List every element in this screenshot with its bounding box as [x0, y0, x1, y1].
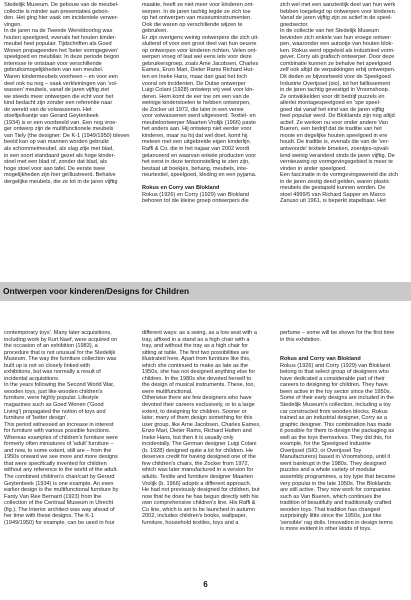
text-line: de wereld van de volwassenen. Het: [4, 106, 92, 113]
text-line: This period witnessed an increase in interest: [4, 421, 114, 428]
text-line: gebruikersgroep, zoals Ame Jacobsen, Charles: [142, 60, 259, 67]
text-line: tray, and without the tray as a high chair for: [142, 343, 248, 350]
text-line: Co line, which is set to be launched in autumn: [142, 506, 255, 513]
text-line: speelgoed en meubilair. In deze periode begon: [4, 54, 120, 61]
text-line: contemporary toys'. Many later acquisitions,: [4, 330, 112, 336]
text-line: deserves credit for having designed one of the: [142, 454, 256, 461]
text-line: graphic designer. This combination has made: [280, 421, 392, 428]
text-line: kind bedacht zijn zonder een referentie naar: [4, 100, 113, 107]
text-line: puzzles and a whole variety of modular: [280, 467, 376, 474]
text-line: vooral om incidenten. De Dutse ontwerper: [142, 80, 246, 87]
text-line: Some of their early designs are included in the: [280, 395, 395, 402]
text-line: Industrie Overijssel (sio), tot het faillissement: [280, 80, 391, 87]
text-line: van Tiely (the designer: De K-1 (1949/1950) bleven: [4, 132, 130, 139]
text-line: beeld kan op van mannen worden gebruikt: [4, 139, 109, 146]
text-line: op het ontwerpen van museuminstrumenten.: [142, 15, 252, 22]
text-line: meteen met een uitgebreide eigen kinderlijn.: [142, 139, 252, 146]
text-line: 1950s, she has not designed anything else for: [142, 369, 256, 376]
text-line: own comprehensive children's line. His Raffi &: [142, 500, 256, 507]
text-line: (b. 1928) designed quite a lot for children. He: [142, 447, 254, 454]
text-line: Stedelijk Museum. De gebouw van de meubel-: [4, 2, 119, 8]
section-title: Ontwerpen voor kinderen/Designs for Children: [3, 286, 190, 296]
text-line: dergelijke meubels, die ze tot in de jaren vijftig: [4, 178, 118, 185]
text-line: Er zijn overigens weinig ontwerpers die zich uit-: [142, 34, 259, 41]
text-line: are still active. They now work for companies: [280, 487, 391, 494]
text-line: devoted their careers exclusively, or to a large: [142, 402, 255, 409]
text-line: meubelontwerper Maarten Vrolijk (1966) paste: [142, 119, 256, 126]
text-line: Enzo Mari, Dieter Rams, Richard Hutten and: [142, 428, 252, 435]
text-line: extent, to designing for children. Sooner or: [142, 408, 247, 415]
text-line: for furniture with various possible functions.: [4, 428, 111, 435]
text-line: procedure that is not unusual for the Stedelijk: [4, 349, 116, 356]
text-line: later, many of them design something for this: [142, 415, 253, 422]
text-line: Dit deden ze bijvoorbeeld voor de Speelgoed: [280, 74, 391, 81]
text-line: houdt. De traditie is, evenals die van de 'ver-: [280, 139, 390, 146]
text-line: in this exhibition.: [280, 336, 322, 343]
text-line: (1949/1950) for example, can be used in four: [4, 519, 115, 526]
text-line: mogelijkheden zijn hier geïllustreerd. Behalve: [4, 172, 116, 179]
text-line: which she continued to make as late as the: [142, 362, 249, 369]
text-line: been active in the toy sector since the 1950s.: [280, 388, 392, 395]
text-line: ten en Ineke Hans, maar dan gaat het toch: [142, 74, 248, 81]
text-line: lend weinig veranderd sinds de jaren vijftig. De: [280, 152, 395, 159]
dutch-column-3: [280, 2, 398, 205]
text-line: hebben toegelegd op ontwerpen voor kinderen.: [280, 8, 397, 15]
text-line: different ways: as a swing, as a low seat with a: [142, 330, 257, 336]
text-line: it possible for them to design the packaging as: [280, 428, 395, 435]
text-line: adults. Textile and furniture designer Maarten: [142, 474, 253, 481]
text-line: ger ontwerp zijn de multifunctionele meubels: [4, 126, 114, 133]
text-line: gebruiksmogelijkheden van een meubel.: [4, 67, 104, 74]
text-line: Luigi Colani (1928) ontwierp vrij veel voor kin-: [142, 87, 255, 94]
text-line: Fanty Van Ree Bernard (1923) from the: [4, 493, 102, 500]
text-line: incidentally. The German designer Luigi Colani: [142, 441, 257, 448]
text-line: magazines such as Goed Wonen ('Good: [4, 402, 104, 409]
text-line: bevinden zich enkele van hun vroege ontwer-: [280, 34, 392, 41]
subheading-english: Rokus and Corry van Blokland: [280, 356, 361, 363]
text-line: Raffi & Co. die in het najaar van 2002 wordt: [142, 146, 250, 153]
text-line: 'sensible' rag dolls. Innovation in design terms: [280, 519, 393, 526]
text-line: heel populair werd. De Bloklands zijn nog altijd: [280, 113, 395, 120]
text-line: pen, waaronder een autootje van houten blok-: [280, 41, 394, 48]
text-line: vingen.: [4, 21, 22, 28]
text-line: zelf ook altijd de verpakkingen erbij ontwerpen.: [280, 67, 396, 74]
text-line: have dedicated a considerable part of their: [280, 375, 385, 382]
text-line: deren. Hem komt de eer toe om een van de: [142, 93, 250, 100]
text-line: meubels die gestapeld kunnen worden. De: [280, 185, 386, 192]
text-line: which was later manufactured in a version for: [142, 467, 254, 474]
english-column-3: [280, 330, 395, 533]
text-line: tray, affixed in a stand as a high chair with a: [142, 336, 250, 343]
text-line: het eerst in deze tentoonstelling te zien zijn,: [142, 159, 250, 166]
text-line: sluitend of voor een groot deel van hun oeuvre: [142, 41, 257, 48]
text-line: op ontwerpen voor kinderen richten. Velen ont-: [142, 47, 258, 54]
text-line: combinatie kunnen ze behalve het speelgoed: [280, 60, 392, 67]
text-line: tradition of beautifully and traditionally crafted: [280, 500, 392, 507]
text-line: incidental acquisitions.: [4, 375, 60, 382]
text-line: her time with these designs. The K-1: [4, 513, 94, 520]
text-line: Whereas examples of children's furniture were: [4, 434, 118, 441]
text-line: stoel met een blad of, zonder dat blad, als: [4, 159, 107, 166]
text-line: including work by Kurt Naef, were acquired on: [4, 336, 118, 343]
text-line: In the years following the Second World War,: [4, 382, 115, 389]
text-line: de Zocker uit 1972, die later in een versie: [142, 106, 244, 113]
text-line: is more evident in other kinds of toys.: [280, 526, 372, 533]
text-line: In de jaren na de Tweede Wereldoorlog was: [4, 28, 113, 35]
text-line: that were specifically invented for children: [4, 460, 107, 467]
text-line: in de jaren zestig deed gelden, waren plastic: [280, 178, 390, 185]
text-line: allerlei montagespeelgoed en 'spe speel-: [280, 100, 381, 107]
text-line: Ze ontwikkelden voor dit bedrijf puzzels en: [280, 93, 385, 100]
text-line: example, for the Speelgoed Industrie: [280, 441, 371, 448]
text-line: hoge stoel voor aan tafel. De eerste twee: [4, 165, 106, 172]
text-line: Vanaf de jaren vijftig zijn ze actief in de speel-: [280, 15, 393, 22]
subheading-dutch: Rokus en Corry van Blokland: [142, 185, 220, 192]
text-line: In de collectie van het Stedelijk Museum: [280, 28, 379, 35]
text-line: wassen' meubels, vanaf de jaren vijftig ziet: [4, 87, 109, 94]
text-line: maakte, heeft ze niet meer voor kinderen ont-: [142, 2, 254, 8]
text-line: such as Van Bueren, which continues the: [280, 493, 382, 500]
text-line: in de jaren tachtig gevestigd in Vroomshoop.: [280, 87, 390, 94]
text-line: Eames, Enzo Mari, Dieter Rams Richard Hut-: [142, 67, 254, 74]
text-line: Waren kindermeubels voorheen – en voor een: [4, 74, 118, 81]
text-line: vinden in ander speelgoed.: [280, 165, 347, 172]
text-line: without any reference to the world of the adult.: [4, 467, 118, 474]
text-line: Geytenbeek (1934) is one example. An even: [4, 480, 114, 487]
page-number: 6: [203, 580, 208, 589]
english-column-1: [4, 330, 118, 526]
text-line: 1950s onward we see more and more designs: [4, 454, 118, 461]
text-line: formerly often miniatures of 'adult' furniture –: [4, 441, 114, 448]
text-line: stoel 4999/5 van Richard Sapper en Marco: [280, 191, 386, 198]
text-line: the design of musical instruments. These, too,: [142, 382, 256, 389]
text-line: went bankrupt in the 1980s. They designed: [280, 460, 386, 467]
text-line: rieurtextiel, speelgoed, kleding en een pyjama.: [142, 172, 257, 179]
text-line: in een soort standaard gezet als hoge kinder-: [4, 152, 116, 159]
text-line: well as the toys themselves. They did this, for: [280, 434, 392, 441]
text-line: wooden toys. That tradition has changed: [280, 506, 380, 513]
text-line: mooie en degelijke houten speelgoed in ere: [280, 132, 388, 139]
text-line: worpen. In de jaren tachtig legde ze zich toe: [142, 8, 251, 15]
text-line: Overijssel (SIO, or Overijssel Toy: [280, 447, 362, 454]
text-line: Zanuso uit 1961, is beperkt stapelbaar. Het: [280, 198, 386, 205]
text-line: He had not previously designed for children, but: [142, 487, 260, 494]
text-line: 2002, includes children's books, wallpaper,: [142, 513, 247, 520]
text-line: kinderen, maar nu hij dat wel doet, komt hij: [142, 132, 248, 139]
text-line: children. In the 1980s she devoted herself to: [142, 375, 252, 382]
text-line: few children's chairs, the Zocker from 1972,: [142, 460, 250, 467]
text-line: Een fascinatie in de vormgevingswereld die zich: [280, 172, 399, 179]
text-line: belong to that select group of designers who: [280, 369, 389, 376]
text-line: the occasion of an exhibition (1983), a: [4, 343, 98, 350]
text-line: deel ook nu nog – vaak verkleiningen van 'vol-: [4, 80, 118, 87]
text-line: Ineke Hans, but then it is usually only: [142, 434, 234, 441]
text-line: vernieuwing op vormgevingsgebied is meer te: [280, 159, 393, 166]
text-line: Living') propagated the notion of toys and: [4, 408, 106, 415]
text-line: gelanceerd en waarvan enkele producten voor: [142, 152, 257, 159]
text-line: Rokus (1926) en Corry (1929) van Blokland: [142, 191, 249, 198]
text-line: antwoorde' textiele broeken, zoentjes-opvali-: [280, 146, 390, 153]
text-line: furniture, were highly popular. Lifestyle: [4, 395, 99, 402]
text-line: exhibitions, but was normally a result of: [4, 369, 101, 376]
text-line: Vrolijk (b. 1966) adopts a different approach.: [142, 480, 252, 487]
text-line: sitting at table. The first two possibilities are: [142, 349, 249, 356]
text-line: collection of the Centraal Museum in Utrecht: [4, 500, 114, 507]
text-line: Museum. The way the furniture collection was: [4, 356, 117, 363]
text-line: goedsector.: [280, 21, 309, 28]
text-line: als schommelmeubel, als slag zitje met blad,: [4, 146, 114, 153]
text-line: careers to designing for children. They have: [280, 382, 388, 389]
text-line: Manufacturers) based in Vroomshoop, until it: [280, 454, 391, 461]
text-line: werpen vroeg of laat wel eens iets voor deze: [142, 54, 252, 61]
text-line: bestaat uit boekjes, behang, meubels, inte-: [142, 165, 248, 172]
english-column-2: [142, 330, 261, 526]
text-line: Bueren, een bedrijf dat de traditie van het: [280, 126, 382, 133]
dutch-column-1: [4, 2, 130, 185]
text-line: perfume – some will be shown for the first time: [280, 330, 395, 336]
text-line: collectie is minder aan presentaties gebon-: [4, 8, 110, 15]
text-line: trained as an industrial designer, Corry as a: [280, 415, 387, 422]
text-line: meubel heel populair. Tijdschriften als Goed: [4, 41, 112, 48]
text-line: The combined children's chair/cart by Gerard: [4, 474, 115, 481]
text-line: actief. Ze werken nu voor onder andere Van: [280, 119, 388, 126]
text-line: and now, to some extent, still are – from the: [4, 447, 112, 454]
text-line: earlier design is the multifunctional furniture by: [4, 487, 119, 494]
text-line: built up is not so closely linked with: [4, 362, 91, 369]
text-line: den. Het ging hier vaak om incidentele verwer-: [4, 15, 119, 22]
text-line: we steeds meer ontwerpen die echt voor het: [4, 93, 114, 100]
text-line: illustrated here. Apart from furniture like this,: [142, 356, 251, 363]
dutch-column-2: [142, 2, 259, 205]
text-line: voor volwassenen werd uitgevoerd. Textiel- en: [142, 113, 256, 120]
text-line: behoren tot die kleine groep ontwerpers die: [142, 198, 249, 205]
text-line: surprisingly little since the 1950s, just like: [280, 513, 382, 520]
text-line: Stedelijk Museum's collection, including a toy: [280, 402, 391, 409]
text-line: wooden toys, just like wooden children's: [4, 388, 103, 395]
text-line: het anders aan. Hij ontwierp niet eerder voor: [142, 126, 252, 133]
text-line: (1934) is er een voorbeeld van. Een nog vroe-: [4, 119, 118, 126]
section-banner: [0, 282, 411, 301]
text-line: now that he does he has begun directly with his: [142, 493, 259, 500]
text-line: were multifunctional.: [142, 388, 193, 395]
text-line: zich wel met een aanzienlijk deel van hun werk: [280, 2, 396, 8]
text-line: gebruiken.: [142, 28, 168, 35]
text-line: Wonen propageerden het 'beter vormgegeven': [4, 47, 119, 54]
text-line: car constructed from wooden blocks. Rokus: [280, 408, 388, 415]
text-line: goed dat vanaf het eind van de jaren vijftig: [280, 106, 385, 113]
text-line: assembly programmes, a toy type that became: [280, 474, 396, 481]
text-line: interesse te ontstaan voor verschillende: [4, 60, 102, 67]
text-line: user group, like Arne Jacobsen, Charles Eames,: [142, 421, 261, 428]
text-line: (fig.). The interior architect was way ahead of: [4, 506, 115, 513]
text-line: houten speelgoed, evenals het houten kinder-: [4, 34, 117, 41]
text-line: furniture of 'better design'.: [4, 415, 68, 422]
text-line: weinige kinderstoelen te hebben ontworpen,: [142, 100, 251, 107]
text-line: Otherwise there are few designers who have: [142, 395, 252, 402]
text-line: furniture, household textiles, toys and a: [142, 519, 239, 526]
text-line: Ook die waren op verschillende wijzen te: [142, 21, 243, 28]
text-line: ken. Rokus werd opgeleid als industrieel vorm-: [280, 47, 395, 54]
text-line: stoeltje/kantje van Gerard Geytenbeek: [4, 113, 99, 120]
text-line: Rokus (1926) and Corry (1929) van Blokland: [280, 362, 391, 369]
text-line: very popular in the late 1950s. The Bloklands: [280, 480, 391, 487]
text-line: gever, Corry als grafisch ontwerper. Door deze: [280, 54, 395, 61]
